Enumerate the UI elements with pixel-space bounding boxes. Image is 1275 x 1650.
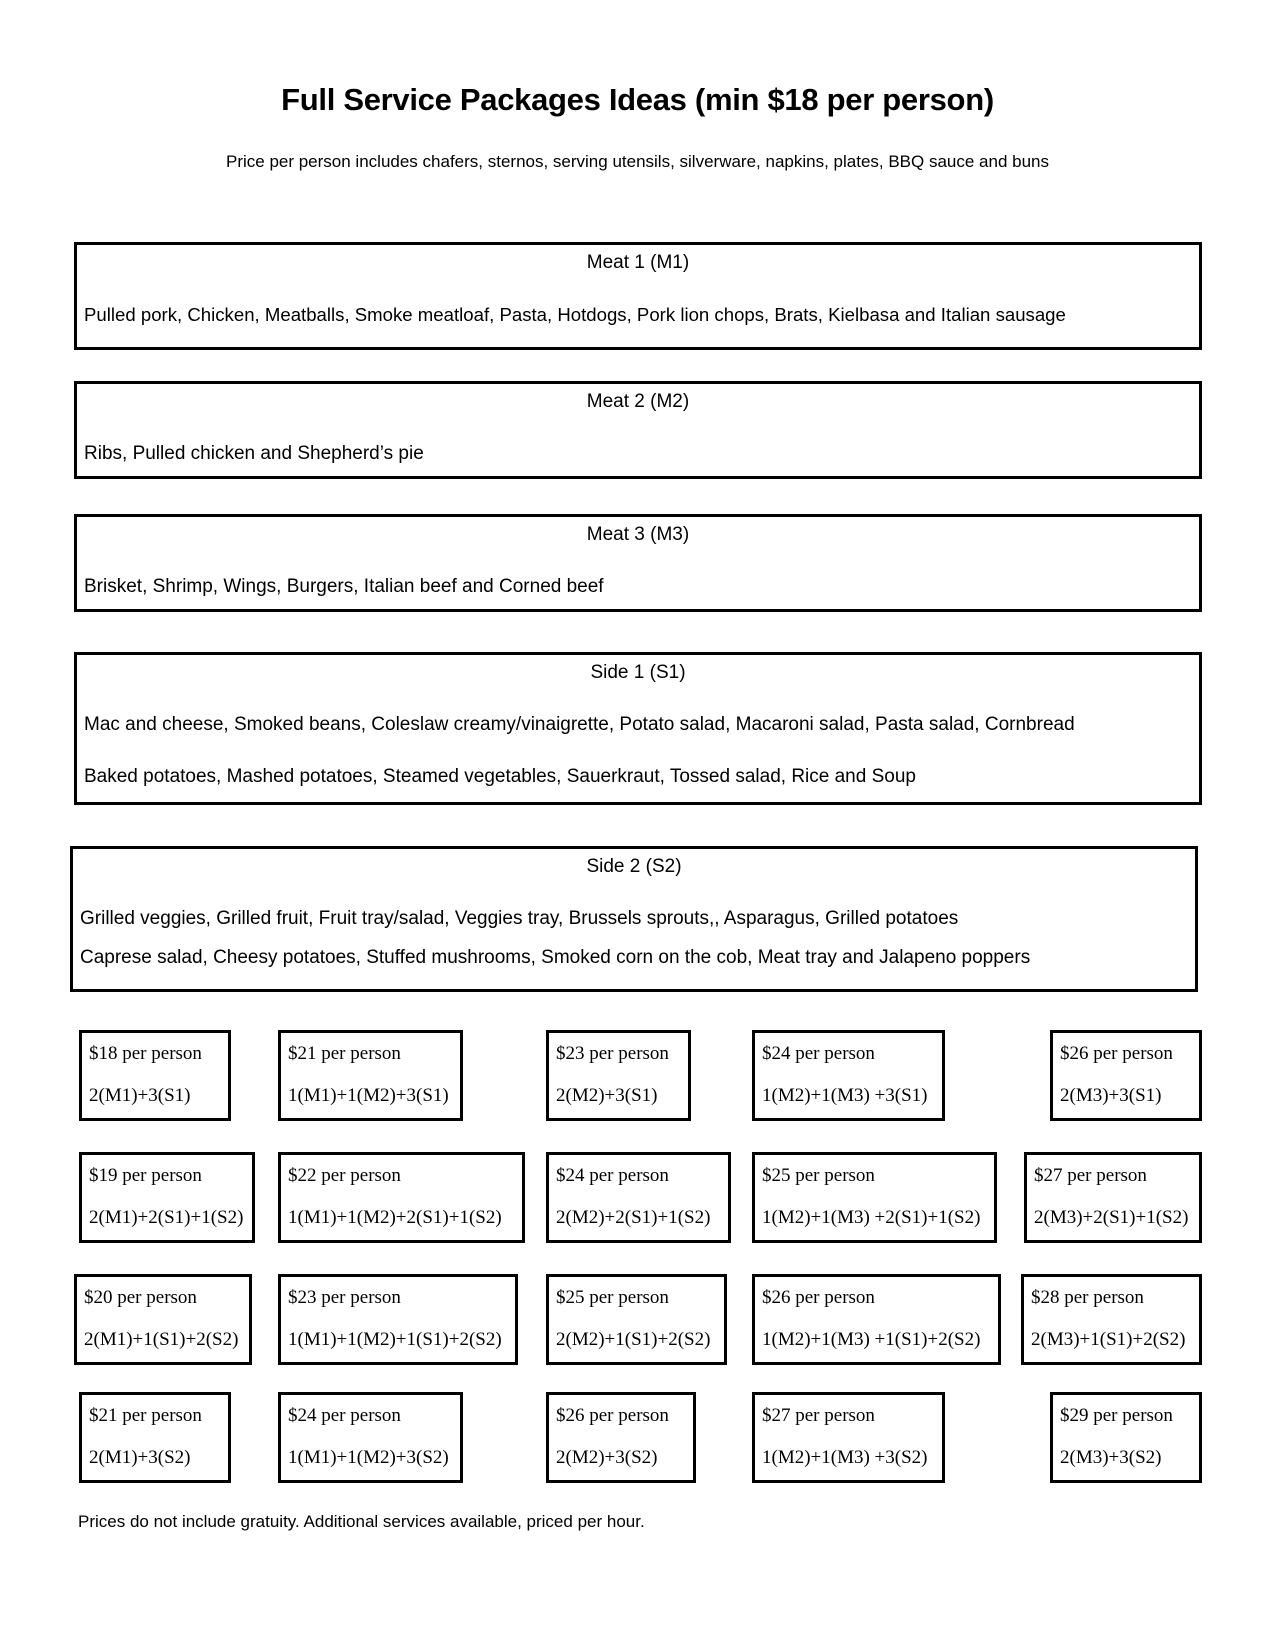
package-card bbox=[546, 1152, 731, 1243]
package-card bbox=[278, 1392, 463, 1483]
package-price: $25 per person bbox=[762, 1165, 875, 1186]
category-items-line: Grilled veggies, Grilled fruit, Fruit tray/salad, Veggies tray, Brussels sprouts,, Asparagus, Grilled potatoes bbox=[80, 908, 959, 929]
package-price: $26 per person bbox=[762, 1287, 875, 1308]
category-items-line: Baked potatoes, Mashed potatoes, Steamed vegetables, Sauerkraut, Tossed salad, Rice and Soup bbox=[84, 766, 916, 787]
package-card bbox=[546, 1030, 691, 1121]
package-price: $26 per person bbox=[1060, 1043, 1173, 1064]
package-price: $27 per person bbox=[762, 1405, 875, 1426]
category-items-line: Ribs, Pulled chicken and Shepherd’s pie bbox=[84, 443, 424, 464]
category-box-meat-3 bbox=[74, 514, 1202, 612]
category-heading: Side 2 (S2) bbox=[586, 856, 682, 877]
category-items-line: Caprese salad, Cheesy potatoes, Stuffed mushrooms, Smoked corn on the cob, Meat tray and Jalapeno poppers bbox=[80, 947, 1031, 968]
package-card bbox=[752, 1274, 1001, 1365]
package-price: $29 per person bbox=[1060, 1405, 1173, 1426]
package-card bbox=[1021, 1274, 1202, 1365]
package-combo: 2(M3)+3(S2) bbox=[1060, 1447, 1162, 1468]
package-card bbox=[278, 1030, 463, 1121]
category-box-meat-1 bbox=[74, 242, 1202, 350]
package-card bbox=[752, 1152, 997, 1243]
category-items-line: Mac and cheese, Smoked beans, Coleslaw creamy/vinaigrette, Potato salad, Macaroni salad, Pasta salad, Cornbread bbox=[84, 714, 1075, 735]
package-combo: 1(M2)+1(M3) +3(S2) bbox=[762, 1447, 928, 1468]
footer-note: Prices do not include gratuity. Additional services available, priced per hour. bbox=[78, 1512, 645, 1531]
package-price: $23 per person bbox=[556, 1043, 669, 1064]
category-box-side-1 bbox=[74, 652, 1202, 805]
category-heading: Meat 2 (M2) bbox=[586, 391, 690, 412]
package-card bbox=[752, 1030, 945, 1121]
category-items-line: Pulled pork, Chicken, Meatballs, Smoke meatloaf, Pasta, Hotdogs, Pork lion chops, Brats, Kielbasa and Italian sausage bbox=[84, 304, 1066, 325]
package-price: $22 per person bbox=[288, 1165, 401, 1186]
package-card bbox=[1050, 1030, 1202, 1121]
package-combo: 1(M1)+1(M2)+2(S1)+1(S2) bbox=[288, 1207, 502, 1228]
package-price: $23 per person bbox=[288, 1287, 401, 1308]
category-box-side-2 bbox=[70, 846, 1198, 992]
package-card bbox=[278, 1152, 525, 1243]
package-combo: 1(M1)+1(M2)+1(S1)+2(S2) bbox=[288, 1329, 502, 1350]
package-card bbox=[1024, 1152, 1202, 1243]
package-card bbox=[79, 1392, 231, 1483]
package-price: $28 per person bbox=[1031, 1287, 1144, 1308]
package-combo: 2(M1)+3(S1) bbox=[89, 1085, 191, 1106]
package-price: $24 per person bbox=[288, 1405, 401, 1426]
package-combo: 2(M1)+3(S2) bbox=[89, 1447, 191, 1468]
package-price: $24 per person bbox=[762, 1043, 875, 1064]
package-combo: 1(M1)+1(M2)+3(S1) bbox=[288, 1085, 449, 1106]
category-heading: Meat 1 (M1) bbox=[586, 252, 690, 273]
package-combo: 2(M2)+3(S1) bbox=[556, 1085, 658, 1106]
package-combo: 2(M2)+1(S1)+2(S2) bbox=[556, 1329, 711, 1350]
package-price: $21 per person bbox=[288, 1043, 401, 1064]
package-combo: 1(M2)+1(M3) +2(S1)+1(S2) bbox=[762, 1207, 981, 1228]
package-combo: 2(M3)+3(S1) bbox=[1060, 1085, 1162, 1106]
package-price: $18 per person bbox=[89, 1043, 202, 1064]
package-price: $27 per person bbox=[1034, 1165, 1147, 1186]
package-card bbox=[752, 1392, 945, 1483]
package-card bbox=[79, 1030, 231, 1121]
category-items-line: Brisket, Shrimp, Wings, Burgers, Italian beef and Corned beef bbox=[84, 576, 604, 597]
package-card bbox=[546, 1274, 727, 1365]
category-heading: Side 1 (S1) bbox=[590, 662, 686, 683]
package-card bbox=[74, 1274, 252, 1365]
package-combo: 2(M2)+3(S2) bbox=[556, 1447, 658, 1468]
package-combo: 2(M1)+2(S1)+1(S2) bbox=[89, 1207, 244, 1228]
package-combo: 2(M1)+1(S1)+2(S2) bbox=[84, 1329, 239, 1350]
category-heading: Meat 3 (M3) bbox=[586, 524, 690, 545]
page-subtitle: Price per person includes chafers, sternos, serving utensils, silverware, napkins, plates, BBQ sauce and buns bbox=[225, 152, 1050, 171]
package-combo: 1(M1)+1(M2)+3(S2) bbox=[288, 1447, 449, 1468]
package-price: $20 per person bbox=[84, 1287, 197, 1308]
package-card bbox=[278, 1274, 518, 1365]
package-combo: 2(M2)+2(S1)+1(S2) bbox=[556, 1207, 711, 1228]
package-price: $21 per person bbox=[89, 1405, 202, 1426]
package-price: $24 per person bbox=[556, 1165, 669, 1186]
package-combo: 2(M3)+2(S1)+1(S2) bbox=[1034, 1207, 1189, 1228]
package-price: $25 per person bbox=[556, 1287, 669, 1308]
package-card bbox=[79, 1152, 255, 1243]
page-title: Full Service Packages Ideas (min $18 per person) bbox=[281, 82, 994, 117]
package-combo: 1(M2)+1(M3) +3(S1) bbox=[762, 1085, 928, 1106]
package-card bbox=[546, 1392, 696, 1483]
package-card bbox=[1050, 1392, 1202, 1483]
package-combo: 1(M2)+1(M3) +1(S1)+2(S2) bbox=[762, 1329, 981, 1350]
package-price: $26 per person bbox=[556, 1405, 669, 1426]
category-box-meat-2 bbox=[74, 381, 1202, 479]
package-price: $19 per person bbox=[89, 1165, 202, 1186]
package-combo: 2(M3)+1(S1)+2(S2) bbox=[1031, 1329, 1186, 1350]
